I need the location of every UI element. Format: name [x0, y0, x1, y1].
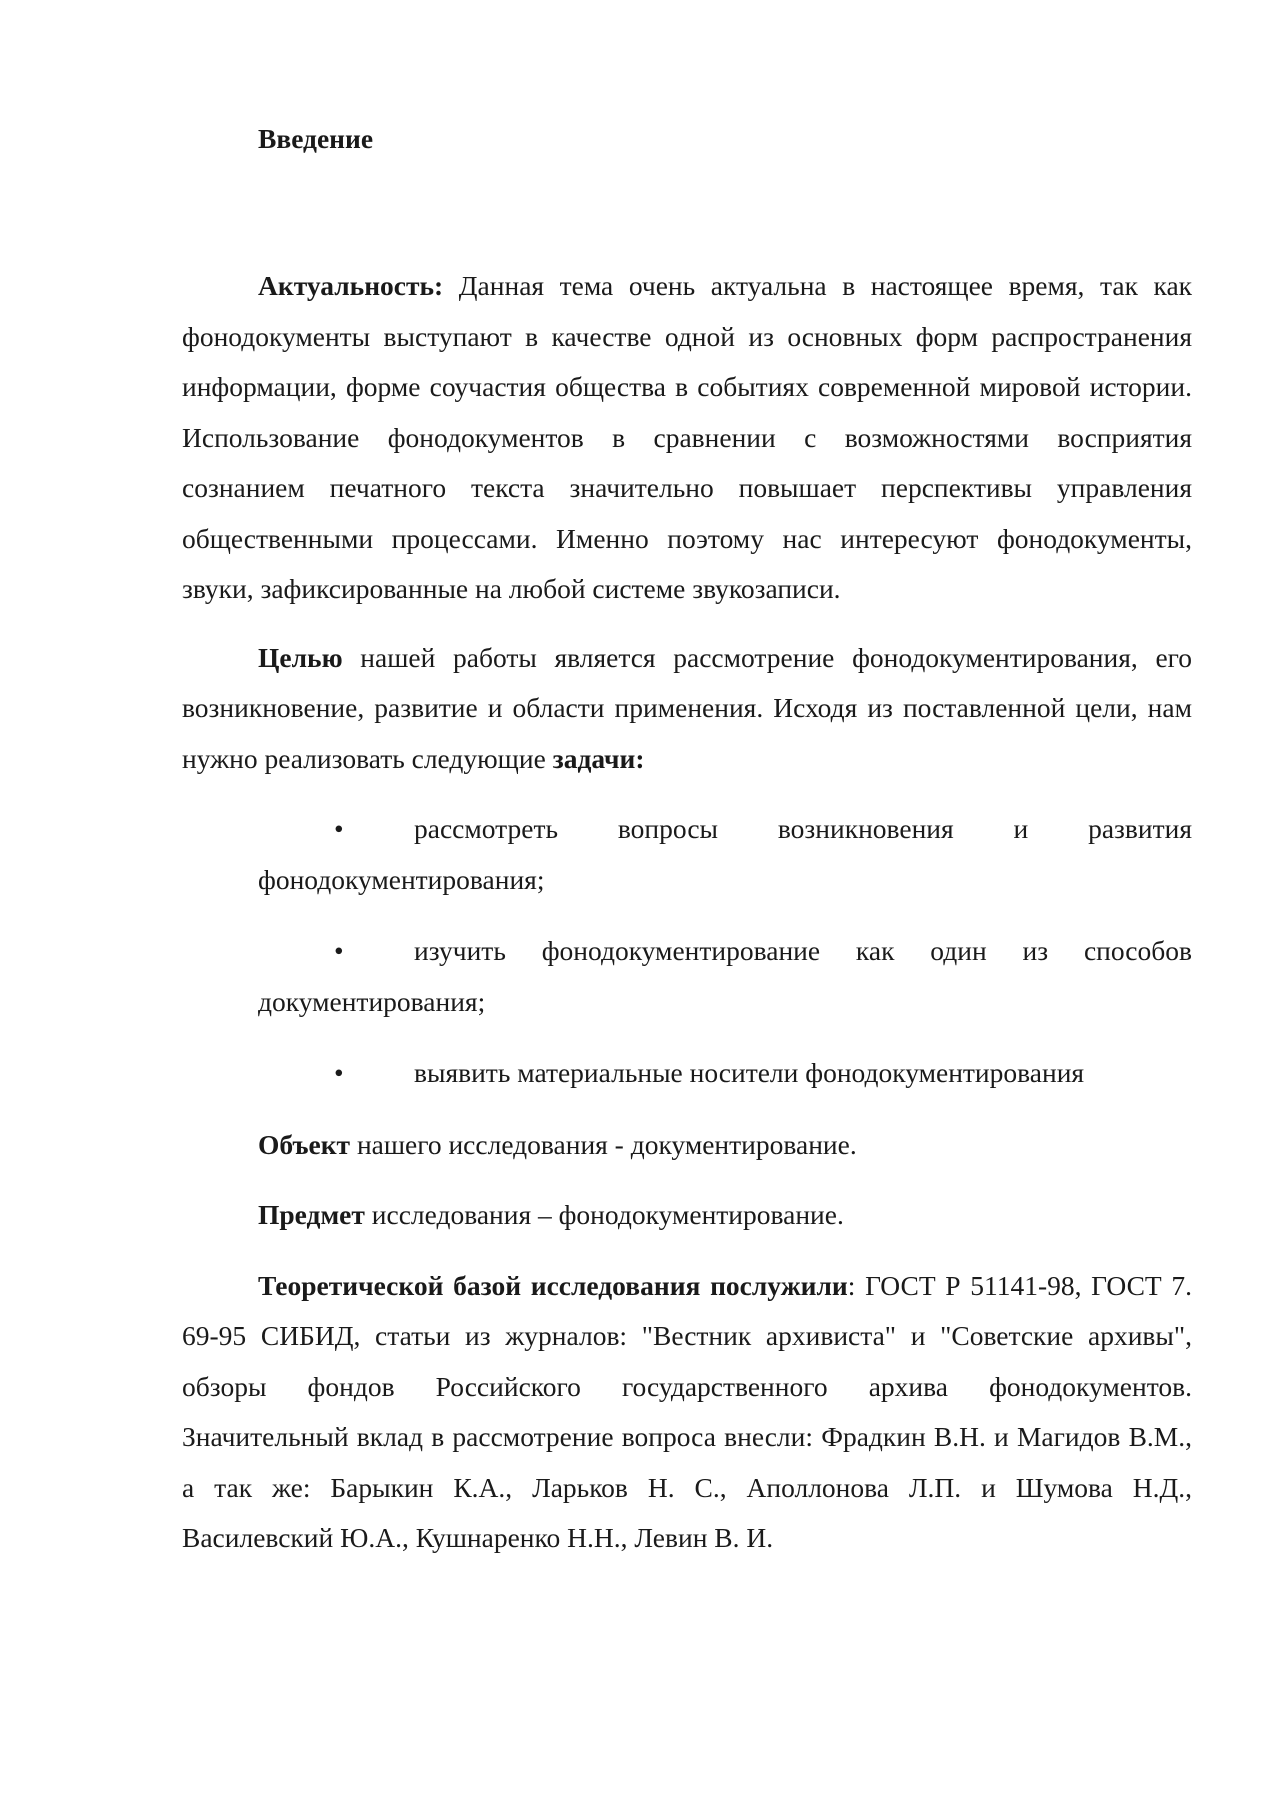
task-text: рассмотреть вопросы возникновения и развития фонодокументирования; — [258, 813, 1192, 895]
task-item — [258, 804, 1192, 905]
task-text: изучить фонодокументирование как один из способов документирования; — [258, 935, 1192, 1017]
document-body — [182, 261, 1192, 1564]
relevance-text: Данная тема очень актуальна в настоящее время, так как фонодокументы выступают в качестве одной из основных форм распространения информации, форме соучастия общества в событиях современной мировой истории. Использование фонодокументов в сравнении с возможностями восприятия сознанием печатного текста значительно повышает перспективы управления общественными процессами. Именно поэтому нас интересуют фонодокументы, звуки, зафиксированные на любой системе звукозаписи. — [182, 270, 1193, 604]
theory-label: Теоретической базой исследования послужили — [258, 1269, 848, 1301]
object-text: нашего исследования - документирование. — [356, 1128, 857, 1160]
bullet-icon: • — [334, 813, 344, 844]
goal-text: нашей работы является рассмотрение фонодокументирования, его возникновение, развитие и области применения. Исходя из поставленной цели, нам нужно реализовать следующие — [182, 641, 1192, 774]
subject-text: исследования – фонодокументирование. — [371, 1199, 844, 1230]
subject-label: Предмет — [258, 1199, 365, 1230]
object-label: Объект — [258, 1128, 351, 1160]
task-text: выявить материальные носители фонодокументирования — [414, 1057, 1085, 1088]
tasks-list — [182, 804, 1192, 1099]
task-item — [258, 1048, 1192, 1099]
task-item — [258, 926, 1192, 1027]
relevance-label: Актуальность: — [258, 270, 444, 301]
object-paragraph — [182, 1120, 1192, 1171]
goal-label: Целью — [258, 641, 343, 673]
goal-paragraph — [182, 633, 1192, 785]
theory-text: : ГОСТ Р 51141-98, ГОСТ 7. 69-95 СИБИД, статьи из журналов: "Вестник архивиста" и "Советские архивы", обзоры фондов Российского государственного архива фонодокументов. Значительный вклад в рассмотрение вопроса внесли: Фрадкин В.Н. и Магидов В.М., а так же: Барыкин К.А., Ларьков Н. С., Аполлонова Л.П. и Шумова Н.Д., Василевский Ю.А., Кушнаренко Н.Н., Левин В. И. — [182, 1269, 1192, 1553]
page-title: Введение — [258, 123, 374, 154]
theory-paragraph — [182, 1261, 1192, 1564]
relevance-paragraph — [182, 261, 1192, 615]
subject-paragraph — [182, 1190, 1192, 1241]
bullet-icon: • — [334, 935, 344, 966]
tasks-label: задачи: — [552, 742, 645, 774]
bullet-icon: • — [334, 1057, 344, 1088]
